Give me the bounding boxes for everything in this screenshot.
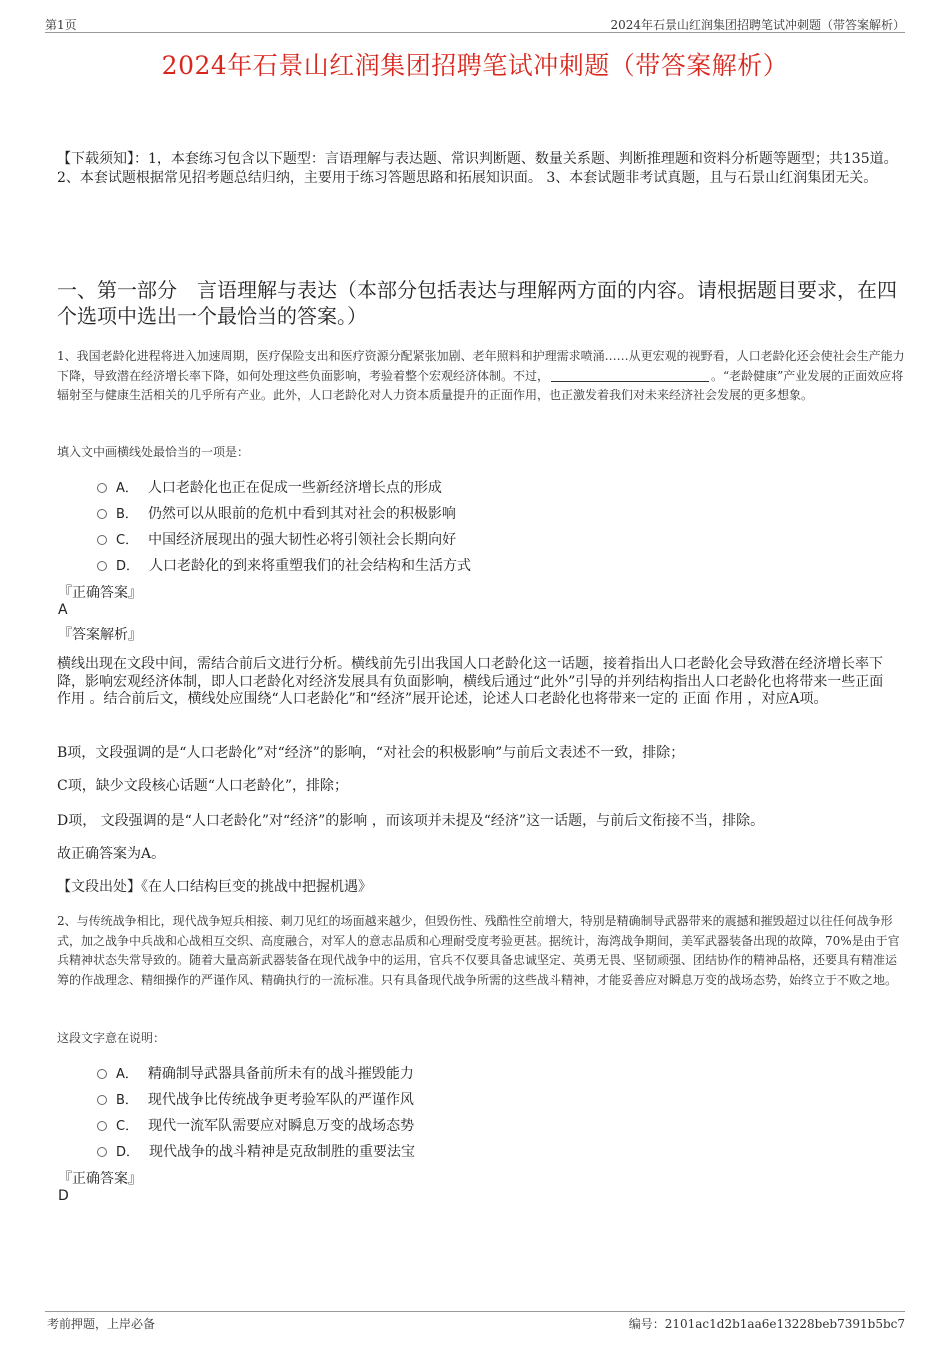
analysis-paragraph: D项， 文段强调的是“人口老龄化”对“经济”的影响 ，而该项并未提及“经济”这一话题，与前后文衔接不当，排除。 — [57, 813, 765, 829]
question-2-option-d[interactable]: D． 现代战争的战斗精神是克敌制胜的重要法宝 — [97, 1141, 415, 1161]
radio-icon[interactable] — [97, 1147, 107, 1157]
analysis-paragraph: B项，文段强调的是“人口老龄化”对“经济”的影响，“对社会的积极影响”与前后文表述不一致，排除； — [57, 745, 685, 761]
page-footer — [45, 1311, 905, 1331]
document-title: 2024年石景山红润集团招聘笔试冲刺题（带答案解析） — [161, 51, 789, 80]
question-1-answer: A — [58, 602, 68, 618]
question-1-option-a[interactable]: A． 人口老龄化也正在促成一些新经济增长点的形成 — [97, 477, 442, 497]
question-2-option-c[interactable]: C． 现代一流军队需要应对瞬息万变的战场态势 — [97, 1115, 414, 1135]
radio-icon[interactable] — [97, 483, 107, 493]
question-2-option-a[interactable]: A． 精确制导武器具备前所未有的战斗摧毁能力 — [97, 1063, 414, 1083]
page-number: 第1页 — [45, 18, 77, 32]
footer-doc-id: 编号：2101ac1d2b1aa6e13228beb7391b5bc7 — [628, 1317, 905, 1331]
question-1-source: 【文段出处】《在人口结构巨变的挑战中把握机遇》 — [57, 879, 372, 895]
fill-blank — [551, 369, 709, 382]
radio-icon[interactable] — [97, 561, 107, 571]
question-1-option-b[interactable]: B． 仍然可以从眼前的危机中看到其对社会的积极影响 — [97, 503, 456, 523]
radio-icon[interactable] — [97, 1069, 107, 1079]
question-2-option-b[interactable]: B． 现代战争比传统战争更考验军队的严谨作风 — [97, 1089, 414, 1109]
analysis-conclusion: 故正确答案为A。 — [57, 846, 166, 862]
question-1-option-d[interactable]: D． 人口老龄化的到来将重塑我们的社会结构和生活方式 — [97, 555, 471, 575]
question-1-analysis-label: 『答案解析』 — [58, 627, 142, 643]
question-1-prompt: 填入文中画横线处最恰当的一项是： — [57, 445, 250, 459]
page-header — [45, 14, 905, 33]
question-1-stem: 1、我国老龄化进程将进入加速周期，医疗保险支出和医疗资源分配紧张加剧、老年照料和护理需求喷涌……从更宏观的视野看，人口老龄化还会使社会生产能力下降，导致潜在经济增长率下降，如何处理这些负面影响，考验着整个宏观经济体制。不过， 。“老龄健康”产业发展的正面效应将辐射至与健康生活相关的几乎所有产业。此外，人口老龄化对人力资本质量提升的正面作用，也正激发着我们对未来经济社会发展的更多想象。 — [57, 349, 905, 402]
radio-icon[interactable] — [97, 1095, 107, 1105]
analysis-paragraph: C项，缺少文段核心话题“人口老龄化”，排除； — [57, 778, 349, 794]
question-2-prompt: 这段文字意在说明： — [57, 1031, 166, 1045]
header-doc-title: 2024年石景山红润集团招聘笔试冲刺题（带答案解析） — [610, 18, 905, 32]
radio-icon[interactable] — [97, 509, 107, 519]
question-2-stem: 2、与传统战争相比，现代战争短兵相接、刺刀见红的场面越来越少，但毁伤性、残酷性空前增大，特别是精确制导武器带来的震撼和摧毁超过以往任何战争形式，加之战争中兵战和心战相互交织、高度融合，对军人的意志品质和心理耐受度考验更甚。据统计，海湾战争期间，美军武器装备出现的故障，70%是由于官兵精神状态失常导致的。随着大量高新武器装备在现代战争中的运用，官兵不仅要具备忠诚坚定、英勇无畏、坚韧顽强、团结协作的精神品格，还要具有精准运筹的作战理念、精细操作的严谨作风、精确执行的一流标准。只有具备现代战争所需的这些战斗精神，才能妥善应对瞬息万变的战场态势，始终立于不败之地。 — [57, 914, 900, 987]
download-notice: 【下载须知】：1，本套练习包含以下题型：言语理解与表达题、常识判断题、数量关系题、判断推理题和资料分析题等题型；共135道。 2、本套试题根据常见招考题总结归纳，主要用于练习答题思路和拓展知识面。 3、本套试题非考试真题，且与石景山红润集团无关。 — [57, 151, 898, 186]
analysis-paragraph: 横线出现在文段中间，需结合前后文进行分析。横线前先引出我国人口老龄化这一话题，接着指出人口老龄化会导致潜在经济增长率下降，影响宏观经济体制，即人口老龄化对经济发展具有负面影响，横线后通过“此外”引导的并列结构指出人口老龄化也将带来一些正面 作用 。结合前后文，横线处应围绕“人口老龄化”和“经济”展开论述，论述人口老龄化也将带来一定的 正面 作用 ，对应A项。 — [57, 656, 884, 707]
section-title: 一、第一部分 言语理解与表达（本部分包括表达与理解两方面的内容。请根据题目要求，在四个选项中选出一个最恰当的答案。） — [57, 278, 897, 328]
question-1-option-c[interactable]: C． 中国经济展现出的强大韧性必将引领社会长期向好 — [97, 529, 456, 549]
question-2-answer-label: 『正确答案』 — [58, 1171, 142, 1187]
radio-icon[interactable] — [97, 535, 107, 545]
question-2-answer: D — [58, 1188, 69, 1204]
footer-slogan: 考前押题，上岸必备 — [47, 1317, 156, 1331]
question-1-answer-label: 『正确答案』 — [58, 585, 142, 601]
radio-icon[interactable] — [97, 1121, 107, 1131]
